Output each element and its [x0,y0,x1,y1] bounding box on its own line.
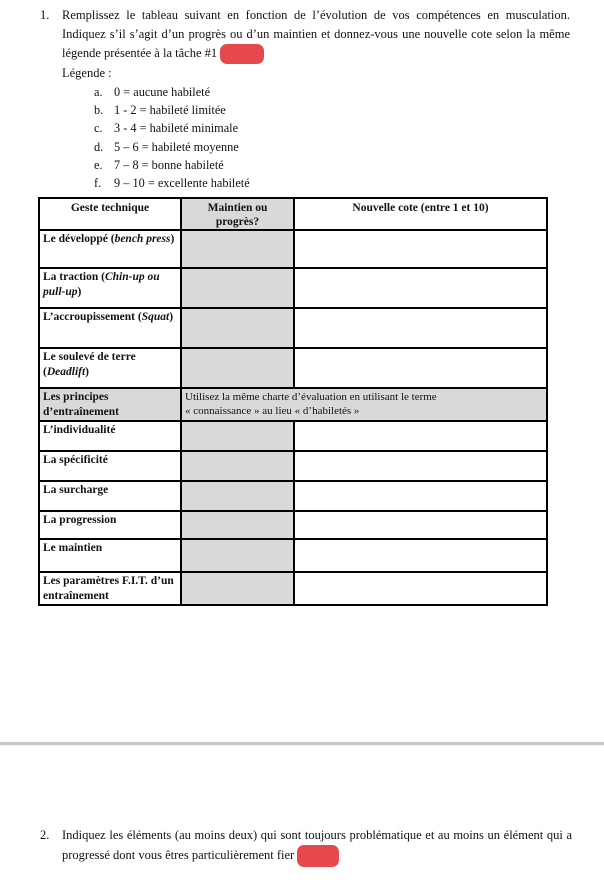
question-2-text-block [62,826,572,867]
table-row-principes [39,388,547,421]
question-1-text: Remplissez le tableau suivant en fonction de l’évolution de vos compétences en musculation. Indiquez s’il s’agit d’un progrès ou d’un maintien et donnez-vous une nouvelle cote selon la même légende présentée à la tâche #1 [62,8,570,60]
answer-cell-maintien[interactable] [181,572,294,605]
header-cell-geste-technique: Geste technique [39,198,181,230]
answer-cell-maintien[interactable] [181,230,294,268]
legend-marker: a. [94,85,103,99]
question-2-number: 2. [40,828,50,842]
question-1 [40,6,570,192]
table-row-surcharge [39,481,547,511]
row-label-accroupissement [39,308,181,348]
question-1-number: 1. [40,8,50,22]
table-row-specificite [39,451,547,481]
label-italic: Chin-up ou pull-up [43,271,160,298]
answer-cell-cote[interactable] [294,268,547,308]
row-label-developpe [39,230,181,268]
answer-cell-cote[interactable] [294,539,547,572]
redaction-blob-1 [220,44,264,64]
label-text: La traction ( [43,271,105,283]
legend-marker: c. [94,121,103,136]
label-italic: bench press [114,233,171,245]
answer-cell-maintien[interactable] [181,481,294,511]
legend-item-b [94,101,570,119]
question-1-text-block [62,6,570,64]
header-maintien-line1: Maintien ou [207,202,268,214]
note-cell [181,388,547,421]
row-label-progression: La progression [39,511,181,539]
answer-cell-cote[interactable] [294,230,547,268]
legend-marker: f. [94,176,102,191]
row-label-souleve [39,348,181,388]
answer-cell-maintien[interactable] [181,511,294,539]
answer-cell-maintien[interactable] [181,348,294,388]
answer-cell-cote[interactable] [294,421,547,451]
label-italic: Squat [141,311,170,323]
label-text: Le soulevé de terre ( [43,351,136,378]
skills-table [38,197,548,606]
row-label-traction [39,268,181,308]
label-suffix: ) [77,286,82,298]
label-text: L’accroupissement ( [43,311,142,323]
answer-cell-maintien[interactable] [181,539,294,572]
row-label-maintien: Le maintien [39,539,181,572]
table-row-developpe [39,230,547,268]
label-italic: Deadlift [46,366,86,378]
row-label-individualite: L’individualité [39,421,181,451]
answer-cell-maintien[interactable] [181,421,294,451]
legend-text: 5 – 6 = habileté moyenne [114,139,239,154]
legend-text: 0 = aucune habileté [114,85,211,99]
answer-cell-maintien[interactable] [181,268,294,308]
legend-marker: b. [94,103,104,118]
legend-item-d [94,138,570,156]
question-2 [40,826,572,867]
table-row-traction [39,268,547,308]
answer-cell-cote[interactable] [294,451,547,481]
table-header-row [39,198,547,230]
legend-text: 3 - 4 = habileté minimale [114,121,239,136]
header-maintien-line2: progrès? [215,216,260,228]
answer-cell-cote[interactable] [294,572,547,605]
table-row-souleve-de-terre [39,348,547,388]
legend-text: 9 – 10 = excellente habileté [114,176,250,191]
question-2-text: Indiquez les éléments (au moins deux) qui sont toujours problématique et au moins un élément qui a progressé dont vous êtres particulièrement fier [62,828,572,862]
header-cell-nouvelle-cote: Nouvelle cote (entre 1 et 10) [294,198,547,230]
note-line2: « connaissance » au lieu « d’habiletés » [185,405,360,417]
label-suffix: ) [169,311,174,323]
redaction-blob-2 [297,845,339,867]
label-text: Le développé ( [43,233,115,245]
legend-marker: e. [94,157,103,172]
answer-cell-cote[interactable] [294,511,547,539]
answer-cell-cote[interactable] [294,308,547,348]
note-line1: Utilisez la même charte d’évaluation en utilisant le terme [185,391,437,403]
header-cell-maintien-progres [181,198,294,230]
table-row-progression [39,511,547,539]
row-label-surcharge: La surcharge [39,481,181,511]
answer-cell-maintien[interactable] [181,451,294,481]
answer-cell-maintien[interactable] [181,308,294,348]
legend-text: 7 – 8 = bonne habileté [114,157,224,172]
legend-text: 1 - 2 = habileté limitée [114,103,226,118]
legend-item-c [94,119,570,137]
answer-cell-cote[interactable] [294,481,547,511]
row-label-principes: Les principes d’entraînement [39,388,181,421]
legend-marker: d. [94,139,104,154]
table-row-parametres-fit [39,572,547,605]
table-row-maintien [39,539,547,572]
legend-item-f [94,174,570,192]
skills-table-wrapper [38,197,548,606]
label-suffix: ) [170,233,175,245]
page-divider [0,742,604,746]
row-label-specificite: La spécificité [39,451,181,481]
row-label-parametres-fit: Les paramètres F.I.T. d’un entraînement [39,572,181,605]
legend-item-e [94,156,570,174]
label-suffix: ) [85,366,90,378]
legend-title: Légende : [62,66,112,80]
table-row-individualite [39,421,547,451]
table-row-accroupissement [39,308,547,348]
answer-cell-cote[interactable] [294,348,547,388]
legend-list [62,83,570,192]
legend-item-a [94,83,570,101]
